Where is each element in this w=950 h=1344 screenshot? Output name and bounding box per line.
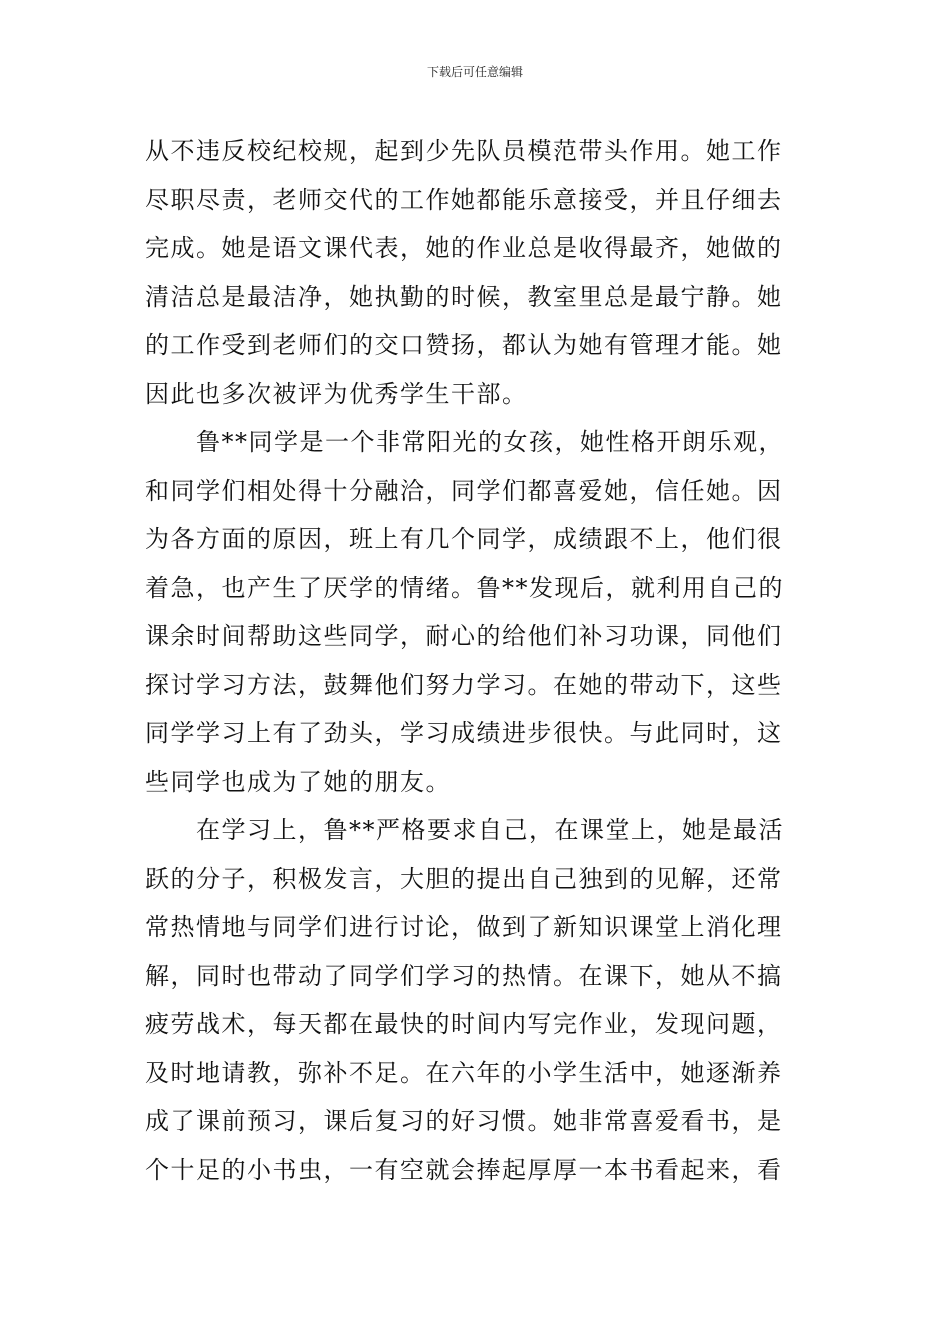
paragraph-1	[145, 127, 807, 418]
paragraph-2	[145, 418, 807, 806]
text-line: 探讨学习方法，鼓舞他们努力学习。在她的带动下，这些	[145, 670, 783, 699]
text-line: 同学学习上有了劲头，学习成绩进步很快。与此同时，这	[145, 719, 783, 747]
text-line: 常热情地与同学们进行讨论，做到了新知识课堂上消化理	[145, 913, 783, 941]
text-line: 的工作受到老师们的交口赞扬，都认为她有管理才能。她	[145, 331, 783, 359]
text-line: 完成。她是语文课代表，她的作业总是收得最齐，她做的	[145, 234, 783, 262]
paragraph-3	[145, 806, 807, 1194]
text-line: 因此也多次被评为优秀学生干部。	[145, 379, 528, 408]
text-line: 从不违反校纪校规，起到少先队员模范带头作用。她工作	[145, 137, 783, 165]
text-line: 为各方面的原因，班上有几个同学，成绩跟不上，他们很	[145, 525, 783, 553]
text-line: 成了课前预习，课后复习的好习惯。她非常喜爱看书，是	[145, 1107, 783, 1135]
text-line: 和同学们相处得十分融洽，同学们都喜爱她，信任她。因	[145, 476, 783, 505]
text-line: 在学习上，鲁**严格要求自己，在课堂上，她是最活	[145, 816, 784, 844]
page-header: 下载后可任意编辑	[426, 65, 523, 79]
text-line: 个十足的小书虫，一有空就会捧起厚厚一本书看起来，看	[145, 1155, 783, 1184]
text-line: 疲劳战术，每天都在最快的时间内写完作业，发现问题，	[145, 1010, 783, 1038]
document-body	[145, 127, 807, 1194]
text-line: 着急，也产生了厌学的情绪。鲁**发现后，就利用自己的	[145, 573, 784, 602]
text-line: 鲁**同学是一个非常阳光的女孩，她性格开朗乐观，	[145, 428, 784, 456]
text-line: 课余时间帮助这些同学，耐心的给他们补习功课，同他们	[145, 622, 783, 650]
text-line: 些同学也成为了她的朋友。	[145, 767, 451, 796]
text-line: 清洁总是最洁净，她执勤的时候，教室里总是最宁静。她	[145, 282, 783, 311]
text-line: 尽职尽责，老师交代的工作她都能乐意接受，并且仔细去	[145, 185, 783, 214]
text-line: 跃的分子，积极发言，大胆的提出自己独到的见解，还常	[145, 864, 783, 893]
text-line: 及时地请教，弥补不足。在六年的小学生活中，她逐渐养	[145, 1058, 783, 1087]
text-line: 解，同时也带动了同学们学习的热情。在课下，她从不搞	[145, 961, 783, 990]
